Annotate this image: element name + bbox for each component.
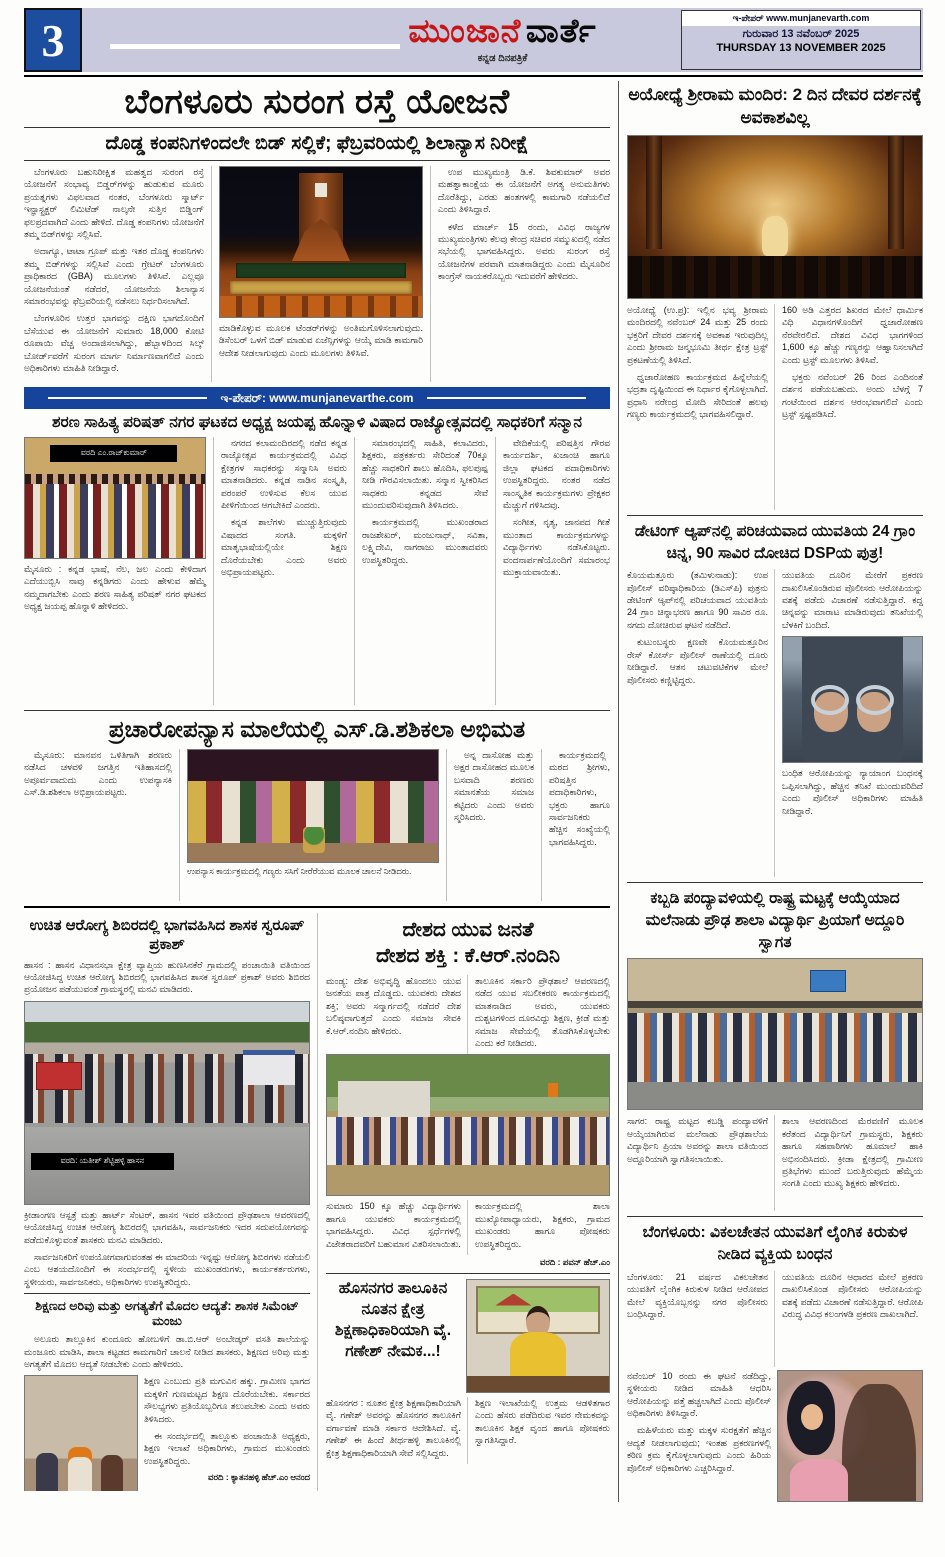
person-figure: [36, 1453, 58, 1491]
paragraph: ಸಮಾರಂಭದಲ್ಲಿ ಸಾಹಿತಿ, ಕಲಾವಿದರು, ಶಿಕ್ಷಕರು, ಪತ್ರಕರ್ತರು ಸೇರಿದಂತೆ 70ಕ್ಕೂ ಹೆಚ್ಚು ಸಾಧಕರಿಗೆ ಶಾಲು ಹೊದಿಸಿ, ಫಲಪುಷ್ಪ ನೀಡಿ ಗೌರವಿಸಲಾಯಿತು. ಸನ್ಮಾನ ಸ್ವೀಕರಿಸಿದ ಸಾಧಕರು ಕನ್ನಡದ ಸೇವೆ ಮುಂದುವರಿಸುವುದಾಗಿ ತಿಳಿಸಿದರು.: [362, 438, 488, 511]
article-cement-manju: [24, 1299, 310, 1491]
header-date-box: [681, 10, 921, 70]
article-dating: [627, 521, 923, 877]
camp-banner: [36, 1062, 82, 1090]
tunnel-night-building-photo: [219, 166, 423, 318]
article-headline: ಶರಣ ಸಾಹಿತ್ಯ ಪರಿಷತ್ ನಗರ ಘಟಕದ ಅಧ್ಯಕ್ಷ ಜಯಪ್ಪ ಹೊನ್ನಾಳಿ ವಿಷಾದ ರಾಜ್ಯೋತ್ಸವದಲ್ಲಿ ಸಾಧಕರಿಗೆ ಸನ್ಮಾನ: [52, 414, 582, 431]
handcuff-ring: [856, 685, 894, 715]
article-headline: ಡೇಟಿಂಗ್ ಆ್ಯಪ್‌ನಲ್ಲಿ ಪರಿಚಯವಾದ ಯುವತಿಯ 24 ಗ್ರಾಂ ಚಿನ್ನ, 90 ಸಾವಿರ ದೋಚಿದ DSPಯ ಪುತ್ರ!: [634, 522, 916, 562]
paragraph: ಕೊಯಮತ್ತೂರು (ತಮಿಳುನಾಡು): ಉಪ ಪೊಲೀಸ್ ವರಿಷ್ಠಾಧಿಕಾರಿಯ (ಡಿಎಸ್‌ಪಿ) ಪುತ್ರನು ಡೇಟಿಂಗ್ ಆ್ಯಪ್‌ನಲ್ಲಿ ಪರಿಚಯವಾದ ಯುವತಿಯ 24 ಗ್ರಾಂ ಚಿನ್ನಾಭರಣ ಹಾಗೂ 90 ಸಾವಿರ ರೂ. ನಗದು ದೋಚಿರುವ ಘಟನೆ ನಡೆದಿದೆ.: [627, 570, 768, 630]
vehicle: [243, 1050, 295, 1085]
building-base: [220, 296, 422, 317]
paragraph: ಧ್ವಜಾರೋಹಣ ಕಾರ್ಯಕ್ರಮದ ಹಿನ್ನೆಲೆಯಲ್ಲಿ ಭದ್ರತಾ ದೃಷ್ಟಿಯಿಂದ ಈ ನಿರ್ಧಾರ ಕೈಗೊಳ್ಳಲಾಗಿದೆ. ಪ್ರಧಾನಿ ನರೇಂದ್ರ ಮೋದಿ ಸೇರಿದಂತೆ ಹಲವು ಗಣ್ಯರು ಕಾರ್ಯಕ್ರಮದಲ್ಲಿ ಭಾಗವಹಿಸಲಿದ್ದಾರೆ.: [627, 371, 768, 420]
article-headline: ಅಯೋಧ್ಯೆ ಶ್ರೀರಾಮ ಮಂದಿರ: 2 ದಿನ ದೇವರ ದರ್ಶನಕ್ಕೆ ಅವಕಾಶವಿಲ್ಲ: [628, 85, 922, 127]
person-figure: [101, 1455, 123, 1491]
header-rule: [24, 75, 923, 77]
paragraph: ಕುಟುಂಬಸ್ಥರು ಕ್ಷಣವೇ ಕೊಯಮತ್ತೂರಿನ ರೇಸ್ ಕೋರ್ಸ್ ಪೊಲೀಸ್ ಠಾಣೆಯಲ್ಲಿ ದೂರು ನೀಡಿದ್ದಾರೆ. ಆತನ ಚಟುವಟಿಕೆಗಳ ಮೇಲೆ ಪೊಲೀಸರು ಕಣ್ಣಿಟ್ಟಿದ್ದರು.: [627, 637, 768, 685]
reporter-signoff: ವರದಿ : ಕ್ಯಾತನಹಳ್ಳಿ ಹೆಚ್.ಎಂ ಆನಂದ: [208, 1472, 310, 1483]
handcuffed-hands-photo: [782, 636, 923, 763]
harassment-illustration: [777, 1370, 923, 1502]
garlanded-person-figure: [68, 1447, 92, 1491]
reporter-signoff: ವರದಿ : ಪವನ್ ಹೆಚ್.ಎಂ: [539, 1257, 610, 1268]
article-headline: ಬೆಂಗಳೂರು: ವಿಕಲಚೇತನ ಯುವತಿಗೆ ಲೈಂಗಿಕ ಕಿರುಕುಳ ನೀಡಿದ ವ್ಯಕ್ತಿಯ ಬಂಧನ: [642, 1224, 908, 1263]
text-column: [362, 437, 496, 705]
article-headline: ಕಬ್ಬಡಿ ಪಂದ್ಯಾವಳಿಯಲ್ಲಿ ರಾಷ್ಟ್ರ ಮಟ್ಟಕ್ಕೆ ಆಯ್ಕೆಯಾದ ಮಲೆನಾಡು ಪ್ರೌಢ ಶಾಲಾ ವಿದ್ಯಾರ್ಥಿ ಪ್ರಿಯಾಗೆ ಅದ್ದೂರಿ ಸ್ವಾಗತ: [645, 890, 905, 951]
office-desk: [467, 1376, 609, 1392]
text-column: [627, 304, 775, 510]
text-column: [627, 1271, 775, 1367]
paragraph: ಮಹಿಳೆಯರು ಮತ್ತು ಮಕ್ಕಳ ಸುರಕ್ಷತೆಗೆ ಹೆಚ್ಚಿನ ಆದ್ಯತೆ ನೀಡಲಾಗುವುದು; ಇಂತಹ ಪ್ರಕರಣಗಳಲ್ಲಿ ಕಠಿಣ ಕ್ರಮ ಕೈಗೊಳ್ಳಲಾಗುವುದು ಎಂದು ಹಿರಿಯ ಪೊಲೀಸ್ ಅಧಿಕಾರಿಗಳು ಎಚ್ಚರಿಸಿದ್ದಾರೆ.: [627, 1425, 771, 1473]
paragraph: ಕಾರ್ಯಕ್ರಮದಲ್ಲಿ ಮಠದ ಶ್ರೀಗಳು, ಪರಿಷತ್ತಿನ ಪದಾಧಿಕಾರಿಗಳು, ಭಕ್ತರು ಹಾಗೂ ಸಾರ್ವಜನಿಕರು ಹೆಚ್ಚಿನ ಸಂಖ್ಯೆಯಲ್ಲಿ ಭಾಗವಹಿಸಿದ್ದರು.: [549, 750, 610, 847]
temple-pillar: [646, 136, 662, 249]
bottom-center-column: [326, 913, 610, 1491]
article-beo: [326, 1279, 610, 1464]
text-column: [24, 166, 212, 382]
headline-line2: ದೇಶದ ಶಕ್ತಿ : ಕೆ.ಆರ್.ನಂದಿನಿ: [376, 945, 560, 967]
right-section: [618, 81, 923, 1502]
paragraph: ಬೆಂಗಳೂರು ಬಹುನಿರೀಕ್ಷಿತ ಮಹತ್ವದ ಸುರಂಗ ರಸ್ತೆ ಯೋಜನೆಗೆ ಸಂಭಾವ್ಯ ಬಿಡ್ಡರ್‌ಗಳನ್ನು ಹುಡುಕುವ ಮೂರು ಪ್ರಯತ್ನಗಳು ವಿಫಲವಾದ ನಂತರ, ಬೆಂಗಳೂರು ಸ್ಮಾರ್ಟ್ ಇನ್ಫ್ರಾಸ್ಟ್ರಕ್ಚರ್ ಲಿಮಿಟೆಡ್ ನಾಲ್ಕನೇ ಸುತ್ತಿನ ಬಿಡ್ಡಿಂಗ್ ಫಲಪ್ರದವಾಗಿದೆ ಎಂದು ಹೇಳಿದೆ. ದೊಡ್ಡ ಕಂಪನಿಗಳು ಯೋಜನೆಗೆ ತಮ್ಮ ಬಿಡ್‌ಗಳನ್ನು ಸಲ್ಲಿಸಿವೆ.: [24, 167, 204, 240]
tower-clock: [315, 183, 327, 197]
ram-mandir-photo: [627, 135, 923, 299]
paragraph: ಬಂಧಿತ ಆರೋಪಿಯನ್ನು ನ್ಯಾಯಾಂಗ ಬಂಧನಕ್ಕೆ ಒಪ್ಪಿಸಲಾಗಿದ್ದು, ಹೆಚ್ಚಿನ ತನಿಖೆ ಮುಂದುವರಿದಿದೆ ಎಂದು ಪೊಲೀಸ್ ಅಧಿಕಾರಿಗಳು ಮಾಹಿತಿ ನೀಡಿದ್ದಾರೆ.: [782, 768, 923, 816]
page-number: 3: [24, 8, 82, 72]
building-awning: [628, 1001, 922, 1008]
article-subhead: ದೊಡ್ಡ ಕಂಪನಿಗಳಿಂದಲೇ ಬಿಡ್ ಸಲ್ಲಿಕೆ; ಫೆಬ್ರವರಿಯಲ್ಲಿ ಶಿಲಾನ್ಯಾಸ ನಿರೀಕ್ಷೆ: [105, 133, 529, 154]
text-columns: [627, 304, 923, 510]
article-columns: [24, 749, 610, 901]
text-column: [627, 1370, 771, 1502]
text-column: [24, 749, 180, 901]
page-body: [24, 81, 923, 1502]
paragraph: ಹೊಸನಗರ : ನೂತನ ಕ್ಷೇತ್ರ ಶಿಕ್ಷಣಾಧಿಕಾರಿಯಾಗಿ ವೈ. ಗಣೇಶ್ ಅವರನ್ನು ಹೊಸನಗರ ತಾಲೂಕಿಗೆ ವರ್ಗಾವಣೆ ಮಾಡಿ ಸರ್ಕಾರ ಆದೇಶಿಸಿದೆ. ವೈ. ಗಣೇಶ್ ಈ ಹಿಂದೆ ತೀರ್ಥಹಳ್ಳಿ ತಾಲೂಕಿನಲ್ಲಿ ಕ್ಷೇತ್ರ ಶಿಕ್ಷಣಾಧಿಕಾರಿಯಾಗಿ ಸೇವೆ ಸಲ್ಲಿಸಿದ್ದರು.: [326, 1398, 461, 1458]
paragraph: ಮೈಸೂರು : ಕನ್ನಡ ಭಾಷೆ, ನೆಲ, ಜಲ ಎಂದು ಕೇಳಿದಾಗ ಎದೆಯುಬ್ಬಿಸಿ ನಾವು ಕನ್ನಡಿಗರು ಎಂದು ಹೇಳುವ ಹೆಮ್ಮೆ ನಮ್ಮದಾಗಬೇಕು ಎಂದು ಶರಣ ಸಾಹಿತ್ಯ ಪರಿಷತ್ ನಗರ ಘಟಕದ ಅಧ್ಯಕ್ಷ ಜಯಪ್ಪ ಹೊನ್ನಾಳಿ ಹೇಳಿದರು.: [24, 564, 206, 612]
photo-column: [24, 437, 214, 705]
crowd-figures: [628, 1013, 922, 1082]
date-kannada: ಗುರುವಾರ 13 ನವೆಂಬರ್ 2025: [742, 28, 860, 40]
paragraph: ಅನ್ನ ದಾಸೋಹ ಮತ್ತು ಅಕ್ಷರ ದಾಸೋಹದ ಮೂಲಕ ಬಸವಾದಿ ಶರಣರು ಸಮಾನತೆಯ ಸಮಾಜ ಕಟ್ಟಿದರು ಎಂದು ಅವರು ಸ್ಮರಿಸಿದರು.: [454, 750, 534, 823]
article-headline: ಪ್ರಚಾರೋಪನ್ಯಾಸ ಮಾಲೆಯಲ್ಲಿ ಎಸ್.ಡಿ.ಶಶಿಕಲಾ ಅಭಿಮತ: [108, 716, 526, 742]
paragraph: 160 ಅಡಿ ಎತ್ತರದ ಶಿಖರದ ಮೇಲೆ ಧಾರ್ಮಿಕ ವಿಧಿ ವಿಧಾನಗಳೊಂದಿಗೆ ಧ್ವಜಾರೋಹಣ ನೆರವೇರಲಿದೆ. ದೇಶದ ವಿವಿಧ ಭಾಗಗಳಿಂದ 1,600 ಕ್ಕೂ ಹೆಚ್ಚು ಗಣ್ಯರನ್ನು ಆಹ್ವಾನಿಸಲಾಗಿದೆ ಎಂದು ಟ್ರಸ್ಟ್ ಮೂಲಗಳು ತಿಳಿಸಿವೆ.: [782, 304, 923, 365]
paragraph: ಸಂಗೀತ, ನೃತ್ಯ, ಜಾನಪದ ಗೀತೆ ಮುಂತಾದ ಕಾರ್ಯಕ್ರಮಗಳನ್ನು ವಿದ್ಯಾರ್ಥಿಗಳು ನಡೆಸಿಕೊಟ್ಟರು. ವಂದನಾರ್ಪಣೆಯೊಂದಿಗೆ ಸಮಾರಂಭ ಮುಕ್ತಾಯವಾಯಿತು.: [503, 517, 610, 578]
deity-idol: [762, 216, 788, 256]
paragraph: ವೇದಿಕೆಯಲ್ಲಿ ಪರಿಷತ್ತಿನ ಗೌರವ ಕಾರ್ಯದರ್ಶಿ, ಖಜಾಂಚಿ ಹಾಗೂ ಜಿಲ್ಲಾ ಘಟಕದ ಪದಾಧಿಕಾರಿಗಳು ಉಪಸ್ಥಿತರಿದ್ದರು. ನಂತರ ನಡೆದ ಸಾಂಸ್ಕೃತಿಕ ಕಾರ್ಯಕ್ರಮಗಳು ಪ್ರೇಕ್ಷಕರ ಮೆಚ್ಚುಗೆ ಗಳಿಸಿದವು.: [503, 438, 610, 511]
paragraph: ಮಂಡ್ಯ: ದೇಶ ಅಭಿವೃದ್ಧಿ ಹೊಂದಲು ಯುವ ಜನತೆಯ ಪಾತ್ರ ದೊಡ್ಡದು. ಯುವಕರು ದೇಶದ ಶಕ್ತಿ; ಅವರು ಸನ್ಮಾರ್ಗದಲ್ಲಿ ನಡೆದರೆ ದೇಶ ಬಲಿಷ್ಠವಾಗುತ್ತದೆ ಎಂದು ಸಮಾಜ ಸೇವಕಿ ಕೆ.ಆರ್.ನಂದಿನಿ ಹೇಳಿದರು.: [326, 976, 461, 1036]
lead-paragraph: ಹಾಸನ : ಹಾಸನ ವಿಧಾನಸಭಾ ಕ್ಷೇತ್ರ ವ್ಯಾಪ್ತಿಯ ಹುಣಸಿನಕೆರೆ ಗ್ರಾಮದಲ್ಲಿ ಪಂಚಾಯಿತಿ ವತಿಯಿಂದ ಆಯೋಜಿಸಿದ್ದ ಉಚಿತ ಆರೋಗ್ಯ ಶಿಬಿರದಲ್ಲಿ ಭಾಗವಹಿಸಿದ ಶಾಸಕ ಸ್ವರೂಪ್ ಪ್ರಕಾಶ್ ಅವರು ಶಿಬಿರದ ಪ್ರಯೋಜನ ಪಡೆಯುವಂತೆ ಗ್ರಾಮಸ್ಥರಲ್ಲಿ ಮನವಿ ಮಾಡಿದರು.: [24, 959, 310, 995]
article-headline: ಬೆಂಗಳೂರು ಸುರಂಗ ರಸ್ತೆ ಯೋಜನೆ: [124, 83, 510, 121]
photo-caption: ಉಪನ್ಯಾಸ ಕಾರ್ಯಕ್ರಮದಲ್ಲಿ ಗಣ್ಯರು ಸಸಿಗೆ ನೀರೆರೆಯುವ ಮೂಲಕ ಚಾಲನೆ ನೀಡಿದರು.: [187, 866, 412, 876]
article-headline: ಉಚಿತ ಆರೋಗ್ಯ ಶಿಬಿರದಲ್ಲಿ ಭಾಗವಹಿಸಿದ ಶಾಸಕ ಸ್ವರೂಪ್ ಪ್ರಕಾಶ್: [29, 917, 305, 953]
section-divider: [627, 882, 923, 883]
text-columns: [326, 1200, 610, 1255]
text-column: [549, 749, 610, 901]
paragraph: ಮಾಡಿಕೊಳ್ಳುವ ಮೂಲಕ ಟೆಂಡರ್‌ಗಳನ್ನು ಅಂತಿಮಗೊಳಿಸಲಾಗುವುದು. ಡಿಸೆಂಬರ್ ಒಳಗೆ ಬಿಡ್ ಮಾಡುವ ಏಜೆನ್ಸಿಗಳನ್ನು ಆಯ್ಕೆ ಮಾಡಿ ಕಾಮಗಾರಿ ಆದೇಶ ನೀಡಲಾಗುವುದು ಎಂದು ಮೂಲಗಳು ತಿಳಿಸಿವೆ.: [219, 323, 423, 358]
welcome-crowd-photo: [627, 958, 923, 1110]
beo-office-photo: [466, 1279, 610, 1393]
headline-line1: ದೇಶದ ಯುವ ಜನತೆ: [402, 919, 534, 941]
paragraph: ಯುವತಿಯ ದೂರಿನ ಮೇರೆಗೆ ಪ್ರಕರಣ ದಾಖಲಿಸಿಕೊಂಡಿರುವ ಪೊಲೀಸರು ಆರೋಪಿಯನ್ನು ವಶಕ್ಕೆ ಪಡೆದು ವಿಚಾರಣೆ ನಡೆಸುತ್ತಿದ್ದಾರೆ. ಕದ್ದ ಚಿನ್ನವನ್ನು ಮಾರಾಟ ಮಾಡಿರುವುದು ತನಿಖೆಯಲ್ಲಿ ಬೆಳಕಿಗೆ ಬಂದಿದೆ.: [782, 570, 923, 630]
article-shashikala: [24, 716, 610, 901]
date-english: THURSDAY 13 NOVEMBER 2025: [716, 42, 886, 54]
article-headline: ಹೊಸನಗರ ತಾಲೂಕಿನ ನೂತನ ಕ್ಷೇತ್ರ ಶಿಕ್ಷಣಾಧಿಕಾರಿಯಾಗಿ ವೈ. ಗಣೇಶ್ ನೇಮಕ...!: [334, 1280, 451, 1360]
text-columns: [627, 1271, 923, 1367]
paragraph: ಈ ಸಂದರ್ಭದಲ್ಲಿ ತಾಲ್ಲೂಕು ಪಂಚಾಯಿತಿ ಅಧ್ಯಕ್ಷರು, ಶಿಕ್ಷಣ ಇಲಾಖೆ ಅಧಿಕಾರಿಗಳು, ಗ್ರಾಮದ ಮುಖಂಡರು ಉಪಸ್ಥಿತರಿದ್ದರು.: [144, 1431, 310, 1466]
paragraph: ಬೆಂಗಳೂರು: 21 ವರ್ಷದ ವಿಕಲಚೇತನ ಯುವತಿಗೆ ಲೈಂಗಿಕ ಕಿರುಕುಳ ನೀಡಿದ ಆರೋಪದ ಮೇಲೆ ವ್ಯಕ್ತಿಯೊಬ್ಬನನ್ನು ನಗರ ಪೊಲೀಸರು ಬಂಧಿಸಿದ್ದಾರೆ.: [627, 1271, 768, 1319]
text-column: [454, 749, 542, 901]
banner-line-right: [427, 397, 586, 399]
photo-text-row: [627, 1370, 923, 1502]
paragraph: ಬೆಂಗಳೂರಿನ ಉತ್ತರ ಭಾಗವನ್ನು ದಕ್ಷಿಣ ಭಾಗದೊಂದಿಗೆ ಬೆಸೆಯುವ ಈ ಯೋಜನೆಗೆ ಸುಮಾರು 18,000 ಕೋಟಿ ರೂಪಾಯಿ ವೆಚ್ಚ ಅಂದಾಜಿಸಲಾಗಿದ್ದು, ಹೆಬ್ಬಾಳದಿಂದ ಸಿಲ್ಕ್ ಬೋರ್ಡ್‌ವರೆಗೆ ಸುರಂಗ ಮಾರ್ಗ ನಿರ್ಮಾಣವಾಗಲಿದೆ ಎಂದು ಅಧಿಕಾರಿಗಳು ಮಾಹಿತಿ ನೀಡಿದ್ದಾರೆ.: [24, 313, 204, 374]
paragraph: ಉಪ ಮುಖ್ಯಮಂತ್ರಿ ಡಿ.ಕೆ. ಶಿವಕುಮಾರ್ ಅವರ ಮಹತ್ವಾಕಾಂಕ್ಷೆಯ ಈ ಯೋಜನೆಗೆ ಅಗತ್ಯ ಅನುಮತಿಗಳು ದೊರೆತಿದ್ದು, ಎರಡು ಹಂತಗಳಲ್ಲಿ ಕಾಮಗಾರಿ ನಡೆಯಲಿದೆ ಎಂದು ತಿಳಿಸಿದ್ದಾರೆ.: [438, 167, 610, 215]
section-divider: [627, 1216, 923, 1217]
paragraph: ಅದಾಗ್ಯೂ, ಟಾಟಾ ಗ್ರೂಪ್ ಮತ್ತು ಇತರ ದೊಡ್ಡ ಕಂಪನಿಗಳು ತಮ್ಮ ಬಿಡ್‌ಗಳನ್ನು ಸಲ್ಲಿಸಿವೆ ಎಂದು ಗ್ರೇಟರ್ ಬೆಂಗಳೂರು ಪ್ರಾಧಿಕಾರದ (GBA) ಮೂಲಗಳು ತಿಳಿಸಿವೆ. ಎಲ್ಲವೂ ಯೋಜನೆಯಂತೆ ನಡೆದರೆ, ಯೋಜನೆಯ ಶಿಲಾನ್ಯಾಸ ಸಮಾರಂಭವನ್ನು ಫೆಬ್ರವರಿಯಲ್ಲಿ ನಡೆಸಲು ನಿರ್ಧರಿಸಲಾಗಿದೆ.: [24, 246, 204, 307]
section-divider: [24, 906, 610, 908]
article-headline: ಶಿಕ್ಷಣದ ಅರಿವು ಮತ್ತು ಅಗತ್ಯತೆಗೆ ಮೊದಲ ಆದ್ಯತೆ: ಶಾಸಕ ಸಿಮೆಂಟ್ ಮಂಜು: [35, 1299, 299, 1329]
article-kabaddi: [627, 888, 923, 1211]
photo-text-column: [782, 569, 923, 877]
headline-rule: [24, 127, 610, 128]
article-ayodhya: [627, 84, 923, 510]
text-column: [326, 1397, 468, 1464]
saffron-flag: [548, 1083, 558, 1097]
masthead-word-red: ಮುಂಜಾನೆ: [408, 12, 522, 49]
bottom-left-block: [24, 913, 610, 1491]
text-columns: [326, 975, 610, 1054]
text-column: [782, 304, 923, 510]
school-event-photo: [24, 1375, 138, 1491]
text-column: [144, 1375, 310, 1491]
text-column: [475, 1200, 610, 1255]
headline-photo-row: [326, 1279, 610, 1393]
section-divider: [24, 710, 610, 711]
article-columns: [24, 437, 610, 705]
paragraph: ತಾಲೂಕಿನ ಸರ್ಕಾರಿ ಪ್ರೌಢಶಾಲೆ ಆವರಣದಲ್ಲಿ ನಡೆದ ಯುವ ಸಬಲೀಕರಣ ಕಾರ್ಯಕ್ರಮದಲ್ಲಿ ಮಾತನಾಡಿದ ಅವರು, ಯುವಕರು ದುಶ್ಚಟಗಳಿಂದ ದೂರವಿದ್ದು ಶಿಕ್ಷಣ, ಕ್ರೀಡೆ ಮತ್ತು ಸಮಾಜ ಸೇವೆಯಲ್ಲಿ ತೊಡಗಿಸಿಕೊಳ್ಳಬೇಕು ಎಂದು ಕರೆ ನೀಡಿದರು.: [475, 976, 610, 1049]
text-column: [503, 437, 610, 705]
paragraph: ಕ್ರೀಡಾಂಗಣ ಆಸ್ಪತ್ರೆ ಮತ್ತು ಹಾರ್ಟ್ ಸೆಂಟರ್, ಹಾಸನ ಇವರ ವತಿಯಿಂದ ಪ್ರೌಢಶಾಲಾ ಆವರಣದಲ್ಲಿ ಆಯೋಜಿಸಿದ್ದ ಉಚಿತ ಆರೋಗ್ಯ ಶಿಬಿರದಲ್ಲಿ ಭಾಗವಹಿಸಿ, ಸಾರ್ವಜನಿಕರು ಇದರ ಸದುಪಯೋಗವನ್ನು ಪಡೆದುಕೊಳ್ಳುವಂತೆ ಶಾಸಕರು ಮನವಿ ಮಾಡಿದರು.: [24, 1209, 310, 1245]
paragraph: ಶಿಕ್ಷಣ ಎಂಬುದು ಪ್ರತಿ ಮಗುವಿನ ಹಕ್ಕು. ಗ್ರಾಮೀಣ ಭಾಗದ ಮಕ್ಕಳಿಗೆ ಗುಣಮಟ್ಟದ ಶಿಕ್ಷಣ ದೊರೆಯಬೇಕು. ಸರ್ಕಾರದ ಸೌಲಭ್ಯಗಳು ಪ್ರತಿಯೊಬ್ಬರಿಗೂ ತಲುಪಬೇಕು ಎಂದು ಅವರು ತಿಳಿಸಿದರು.: [144, 1376, 310, 1424]
subhead-rule: [24, 160, 610, 161]
reporter-label: ವರದಿ: ಯತೀಶ್ ಶೆಟ್ಟಿಹಳ್ಳಿ ಹಾಸನ: [31, 1153, 174, 1170]
epaper-banner-text[interactable]: ಇ-ಪೇಪರ್: www.munjanevarthe.com: [220, 390, 414, 405]
paragraph: ಕಾರ್ಯಕ್ರಮದಲ್ಲಿ ಶಾಲಾ ಮುಖ್ಯೋಪಾಧ್ಯಾಯರು, ಶಿಕ್ಷಕರು, ಗ್ರಾಮದ ಮುಖಂಡರು ಹಾಗೂ ಪೋಷಕರು ಉಪಸ್ಥಿತರಿದ್ದರು.: [475, 1201, 610, 1249]
text-column: [782, 1115, 923, 1211]
section-divider: [627, 515, 923, 516]
headline-wrap: [326, 1279, 460, 1363]
epaper-banner[interactable]: [24, 387, 610, 409]
temple-pillar: [888, 136, 904, 249]
text-column: [326, 1200, 468, 1255]
article-health-camp: [24, 917, 310, 1288]
text-columns: [627, 569, 923, 877]
article-headline: [326, 917, 610, 969]
woman-pink-dress: [790, 1459, 848, 1501]
text-columns: [627, 1115, 923, 1211]
text-column: [782, 1271, 923, 1367]
paragraph: ಕಳೆದ ಮಾರ್ಚ್ 15 ರಂದು, ವಿವಿಧ ರಾಜ್ಯಗಳ ಮುಖ್ಯಮಂತ್ರಿಗಳು ಕೆಲವು ಕೇಂದ್ರ ಸಚಿವರ ಸಮ್ಮುಖದಲ್ಲಿ ನಡೆದ ಸಭೆಯಲ್ಲಿ ಭಾಗವಹಿಸಿದ್ದರು. ಅವರು ಸುರಂಗ ರಸ್ತೆ ಯೋಜನೆಗಳ ಪರವಾಗಿ ಮಾತನಾಡಿದ್ದರು ಎಂದು ಮೈಸೂರಿನ ಕಾಂಗ್ರೆಸ್ ನಾಯಕರೊಬ್ಬರು ಇದುವರೆಗೆ ಹೇಳಿದರು.: [438, 221, 610, 282]
shop-signboard: [810, 970, 846, 992]
masthead-tagline: ಕನ್ನಡ ದಿನಪತ್ರಿಕೆ: [477, 53, 528, 64]
paragraph: ಶಿಕ್ಷಣ ಇಲಾಖೆಯಲ್ಲಿ ಉತ್ತಮ ಆಡಳಿತಗಾರ ಎಂದು ಹೆಸರು ಪಡೆದಿರುವ ಇವರ ನೇಮಕವನ್ನು ತಾಲೂಕಿನ ಶಿಕ್ಷಕ ವೃಂದ ಹಾಗೂ ಪೋಷಕರು ಸ್ವಾಗತಿಸಿದ್ದಾರೆ.: [475, 1398, 610, 1446]
felicitation-group-photo: [24, 437, 206, 559]
article-columns: [24, 166, 610, 382]
bottom-left-column: [24, 913, 318, 1491]
green-signboard: [236, 263, 406, 278]
left-section: [24, 81, 610, 1502]
officer-yellow-shirt: [510, 1332, 566, 1376]
paragraph: ಭಕ್ತರು ನವೆಂಬರ್ 26 ರಿಂದ ಎಂದಿನಂತೆ ದರ್ಶನ ಪಡೆಯಬಹುದು. ಅಂದು ಬೆಳಗ್ಗೆ 7 ಗಂಟೆಯಿಂದ ದರ್ಶನ ಆರಂಭವಾಗಲಿದೆ ಎಂದು ಟ್ರಸ್ಟ್ ಸ್ಪಷ್ಟಪಡಿಸಿದೆ.: [782, 371, 923, 420]
paragraph: ಅಲೂರು ತಾಲ್ಲೂಕಿನ ಕುಂದೂರು ಹೋಬಳಿಗೆ ಡಾ.ಬಿ.ಆರ್ ಅಂಬೇಡ್ಕರ್ ವಸತಿ ಶಾಲೆಯನ್ನು ಮಂಜೂರು ಮಾಡಿಸಿ, ಶಾಲಾ ಕಟ್ಟಡದ ಕಾಮಗಾರಿಗೆ ಚಾಲನೆ ನೀಡಿದ ಶಾಸಕರು, ಶಿಕ್ಷಣದ ಅರಿವು ಮತ್ತು ಅಗತ್ಯತೆಗೆ ಮೊದಲ ಆದ್ಯತೆ ನೀಡಬೇಕು ಎಂದು ಹೇಳಿದರು.: [24, 1334, 310, 1369]
text-column: [627, 1115, 775, 1211]
masthead-band: [82, 8, 923, 72]
photo-column: [187, 749, 447, 901]
section-divider: [326, 1273, 610, 1274]
banner-line-left: [48, 397, 207, 399]
paragraph: ಕಾರ್ಯಕ್ರಮದಲ್ಲಿ ಮುಖಂಡರಾದ ರಾಜಶೇಖರ್, ಮಂಜುನಾಥ್, ಸವಿತಾ, ಲಕ್ಷ್ಮಿದೇವಿ, ನಾಗರಾಜು ಮುಂತಾದವರು ಉಪಸ್ಥಿತರಿದ್ದರು.: [362, 517, 488, 565]
paragraph: ನಗರದ ಕಲಾಮಂದಿರದಲ್ಲಿ ನಡೆದ ಕನ್ನಡ ರಾಜ್ಯೋತ್ಸವ ಕಾರ್ಯಕ್ರಮದಲ್ಲಿ ವಿವಿಧ ಕ್ಷೇತ್ರಗಳ ಸಾಧಕರನ್ನು ಸನ್ಮಾನಿಸಿ ಅವರು ಮಾತನಾಡಿದರು. ಕನ್ನಡ ನಾಡಿನ ಸಂಸ್ಕೃತಿ, ಪರಂಪರೆ ಉಳಿಸುವ ಕೆಲಸ ಯುವ ಪೀಳಿಗೆಯಿಂದ ಆಗಬೇಕಿದೆ ಎಂದರು.: [221, 438, 347, 511]
text-column: [438, 166, 610, 382]
article-sanmaana: [24, 414, 610, 705]
text-column: [221, 437, 355, 705]
article-arrest: [627, 1222, 923, 1501]
paragraph: ಸಾಗರ: ರಾಷ್ಟ್ರ ಮಟ್ಟದ ಕಬಡ್ಡಿ ಪಂದ್ಯಾವಳಿಗೆ ಆಯ್ಕೆಯಾಗಿರುವ ಮಲೆನಾಡು ಪ್ರೌಢಶಾಲೆಯ ವಿದ್ಯಾರ್ಥಿನಿ ಪ್ರಿಯಾ ಅವರನ್ನು ಶಾಲಾ ವತಿಯಿಂದ ಅದ್ದೂರಿಯಾಗಿ ಸ್ವಾಗತಿಸಲಾಯಿತು.: [627, 1116, 768, 1164]
crowd-figures: [25, 484, 205, 558]
photo-column: [219, 166, 431, 382]
sapling-watering-photo: [187, 749, 439, 863]
text-column: [627, 569, 775, 877]
paragraph: ಯುವತಿಯ ದೂರಿನ ಆಧಾರದ ಮೇಲೆ ಪ್ರಕರಣ ದಾಖಲಿಸಿಕೊಂಡ ಪೊಲೀಸರು ಆರೋಪಿಯನ್ನು ವಶಕ್ಕೆ ಪಡೆದು ವಿಚಾರಣೆ ನಡೆಸುತ್ತಿದ್ದಾರೆ. ಆರೋಪಿ ವಿರುದ್ಧ ವಿವಿಧ ಕಲಂಗಳಡಿ ಪ್ರಕರಣ ದಾಖಲಾಗಿದೆ.: [782, 1271, 923, 1319]
masthead-word-black: ವಾರ್ತೆ: [525, 12, 597, 49]
section-divider: [24, 1293, 310, 1294]
text-column: [475, 1397, 610, 1464]
paragraph: ಸಾರ್ವಜನಿಕರಿಗೆ ಉಪಯೋಗವಾಗುವಂತಹ ಈ ಮಾದರಿಯ ಇನ್ನಷ್ಟು ಆರೋಗ್ಯ ಶಿಬಿರಗಳು ನಡೆಯಲಿ ಎಂಬ ಆಶಯದೊಂದಿಗೆ ಈ ಸಂದರ್ಭದಲ್ಲಿ ಸ್ಥಳೀಯ ಮುಖಂಡರುಗಳು, ಕಾರ್ಯಕರ್ತರುಗಳು, ಸ್ಥಳೀಯರು, ಸಾರ್ವಜನಿಕರು, ಅಧಿಕಾರಿಗಳು ಉಪಸ್ಥಿತರಿದ್ದರು.: [24, 1251, 310, 1287]
sapling: [303, 827, 325, 853]
health-camp-street-photo: [24, 1001, 310, 1205]
paragraph: ನವೆಂಬರ್ 10 ರಂದು ಈ ಘಟನೆ ನಡೆದಿದ್ದು, ಸ್ಥಳೀಯರು ನೀಡಿದ ಮಾಹಿತಿ ಆಧರಿಸಿ ಆರೋಪಿಯನ್ನು ಪತ್ತೆ ಹಚ್ಚಲಾಗಿದೆ ಎಂದು ಪೊಲೀಸ್ ಅಧಿಕಾರಿಗಳು ತಿಳಿಸಿದ್ದಾರೆ.: [627, 1370, 771, 1418]
photo-text-row: [24, 1375, 310, 1491]
text-columns: [326, 1397, 610, 1464]
people-row: [327, 1117, 609, 1165]
kannada-slogan-board: [230, 281, 412, 294]
text-column: [475, 975, 610, 1054]
article-tunnel: [24, 83, 610, 382]
devotee-silhouettes: [628, 256, 922, 298]
paragraph: ಶಾಲಾ ಆವರಣದಿಂದ ಮೆರವಣಿಗೆ ಮೂಲಕ ಕರೆತಂದ ವಿದ್ಯಾರ್ಥಿನಿಗೆ ಗ್ರಾಮಸ್ಥರು, ಶಿಕ್ಷಕರು ಹಾಗೂ ಸಹಪಾಠಿಗಳು ಹೂಮಾಲೆ ಹಾಕಿ ಅಭಿನಂದಿಸಿದರು. ಕ್ರೀಡಾ ಕ್ಷೇತ್ರದಲ್ಲಿ ಗ್ರಾಮೀಣ ಪ್ರತಿಭೆಗಳು ಮುಂದೆ ಬರುತ್ತಿರುವುದು ಹೆಮ್ಮೆಯ ಸಂಗತಿ ಎಂದು ಮುಖ್ಯ ಶಿಕ್ಷಕರು ಹೇಳಿದರು.: [782, 1116, 923, 1189]
article-youth: [326, 917, 610, 1268]
youth-event-photo: [326, 1054, 610, 1196]
text-column: [326, 975, 468, 1054]
masthead-header: [24, 8, 923, 72]
reporter-label: ವರದಿ ಎಂ.ರಾಜ್‌ಕುಮಾರ್: [50, 445, 177, 462]
paragraph: ಕನ್ನಡ ಶಾಲೆಗಳು ಮುಚ್ಚುತ್ತಿರುವುದು ವಿಷಾದದ ಸಂಗತಿ. ಮಕ್ಕಳಿಗೆ ಮಾತೃಭಾಷೆಯಲ್ಲಿಯೇ ಶಿಕ್ಷಣ ದೊರೆಯಬೇಕು ಎಂದು ಅವರು ಅಭಿಪ್ರಾಯಪಟ್ಟರು.: [221, 517, 347, 578]
paragraph: ಮೈಸೂರು: ಮಾನವನ ಒಳಿತಿಗಾಗಿ ಶರಣರು ನಡೆಸಿದ ಚಳವಳಿ ಜಗತ್ತಿನ ಇತಿಹಾಸದಲ್ಲಿ ಅಪೂರ್ವವಾದುದು ಎಂದು ಉಪನ್ಯಾಸಕಿ ಎಸ್.ಡಿ.ಶಶಿಕಲಾ ಅಭಿಪ್ರಾಯಪಟ್ಟರು.: [24, 750, 172, 798]
shadow-man-silhouette: [842, 1384, 916, 1502]
paragraph: ಅಯೋಧ್ಯೆ (ಉ.ಪ್ರ): ಇಲ್ಲಿನ ಭವ್ಯ ಶ್ರೀರಾಮ ಮಂದಿರದಲ್ಲಿ ನವೆಂಬರ್ 24 ಮತ್ತು 25 ರಂದು ಭಕ್ತರಿಗೆ ದೇವರ ದರ್ಶನಕ್ಕೆ ಅವಕಾಶ ಇರುವುದಿಲ್ಲ ಎಂದು ಶ್ರೀರಾಮ ಜನ್ಮಭೂಮಿ ತೀರ್ಥ ಕ್ಷೇತ್ರ ಟ್ರಸ್ಟ್ ಪ್ರಕಟಣೆಯಲ್ಲಿ ತಿಳಿಸಿದೆ.: [627, 304, 768, 365]
handcuff-ring: [811, 685, 849, 715]
epaper-link[interactable]: ಇ-ಪೇಪರ್ www.munjanevarth.com: [682, 11, 920, 26]
paragraph: ಸುಮಾರು 150 ಕ್ಕೂ ಹೆಚ್ಚು ವಿದ್ಯಾರ್ಥಿಗಳು ಹಾಗೂ ಯುವಕರು ಕಾರ್ಯಕ್ರಮದಲ್ಲಿ ಭಾಗವಹಿಸಿದ್ದರು. ವಿವಿಧ ಸ್ಪರ್ಧೆಗಳಲ್ಲಿ ವಿಜೇತರಾದವರಿಗೆ ಬಹುಮಾನ ವಿತರಿಸಲಾಯಿತು.: [326, 1201, 461, 1249]
